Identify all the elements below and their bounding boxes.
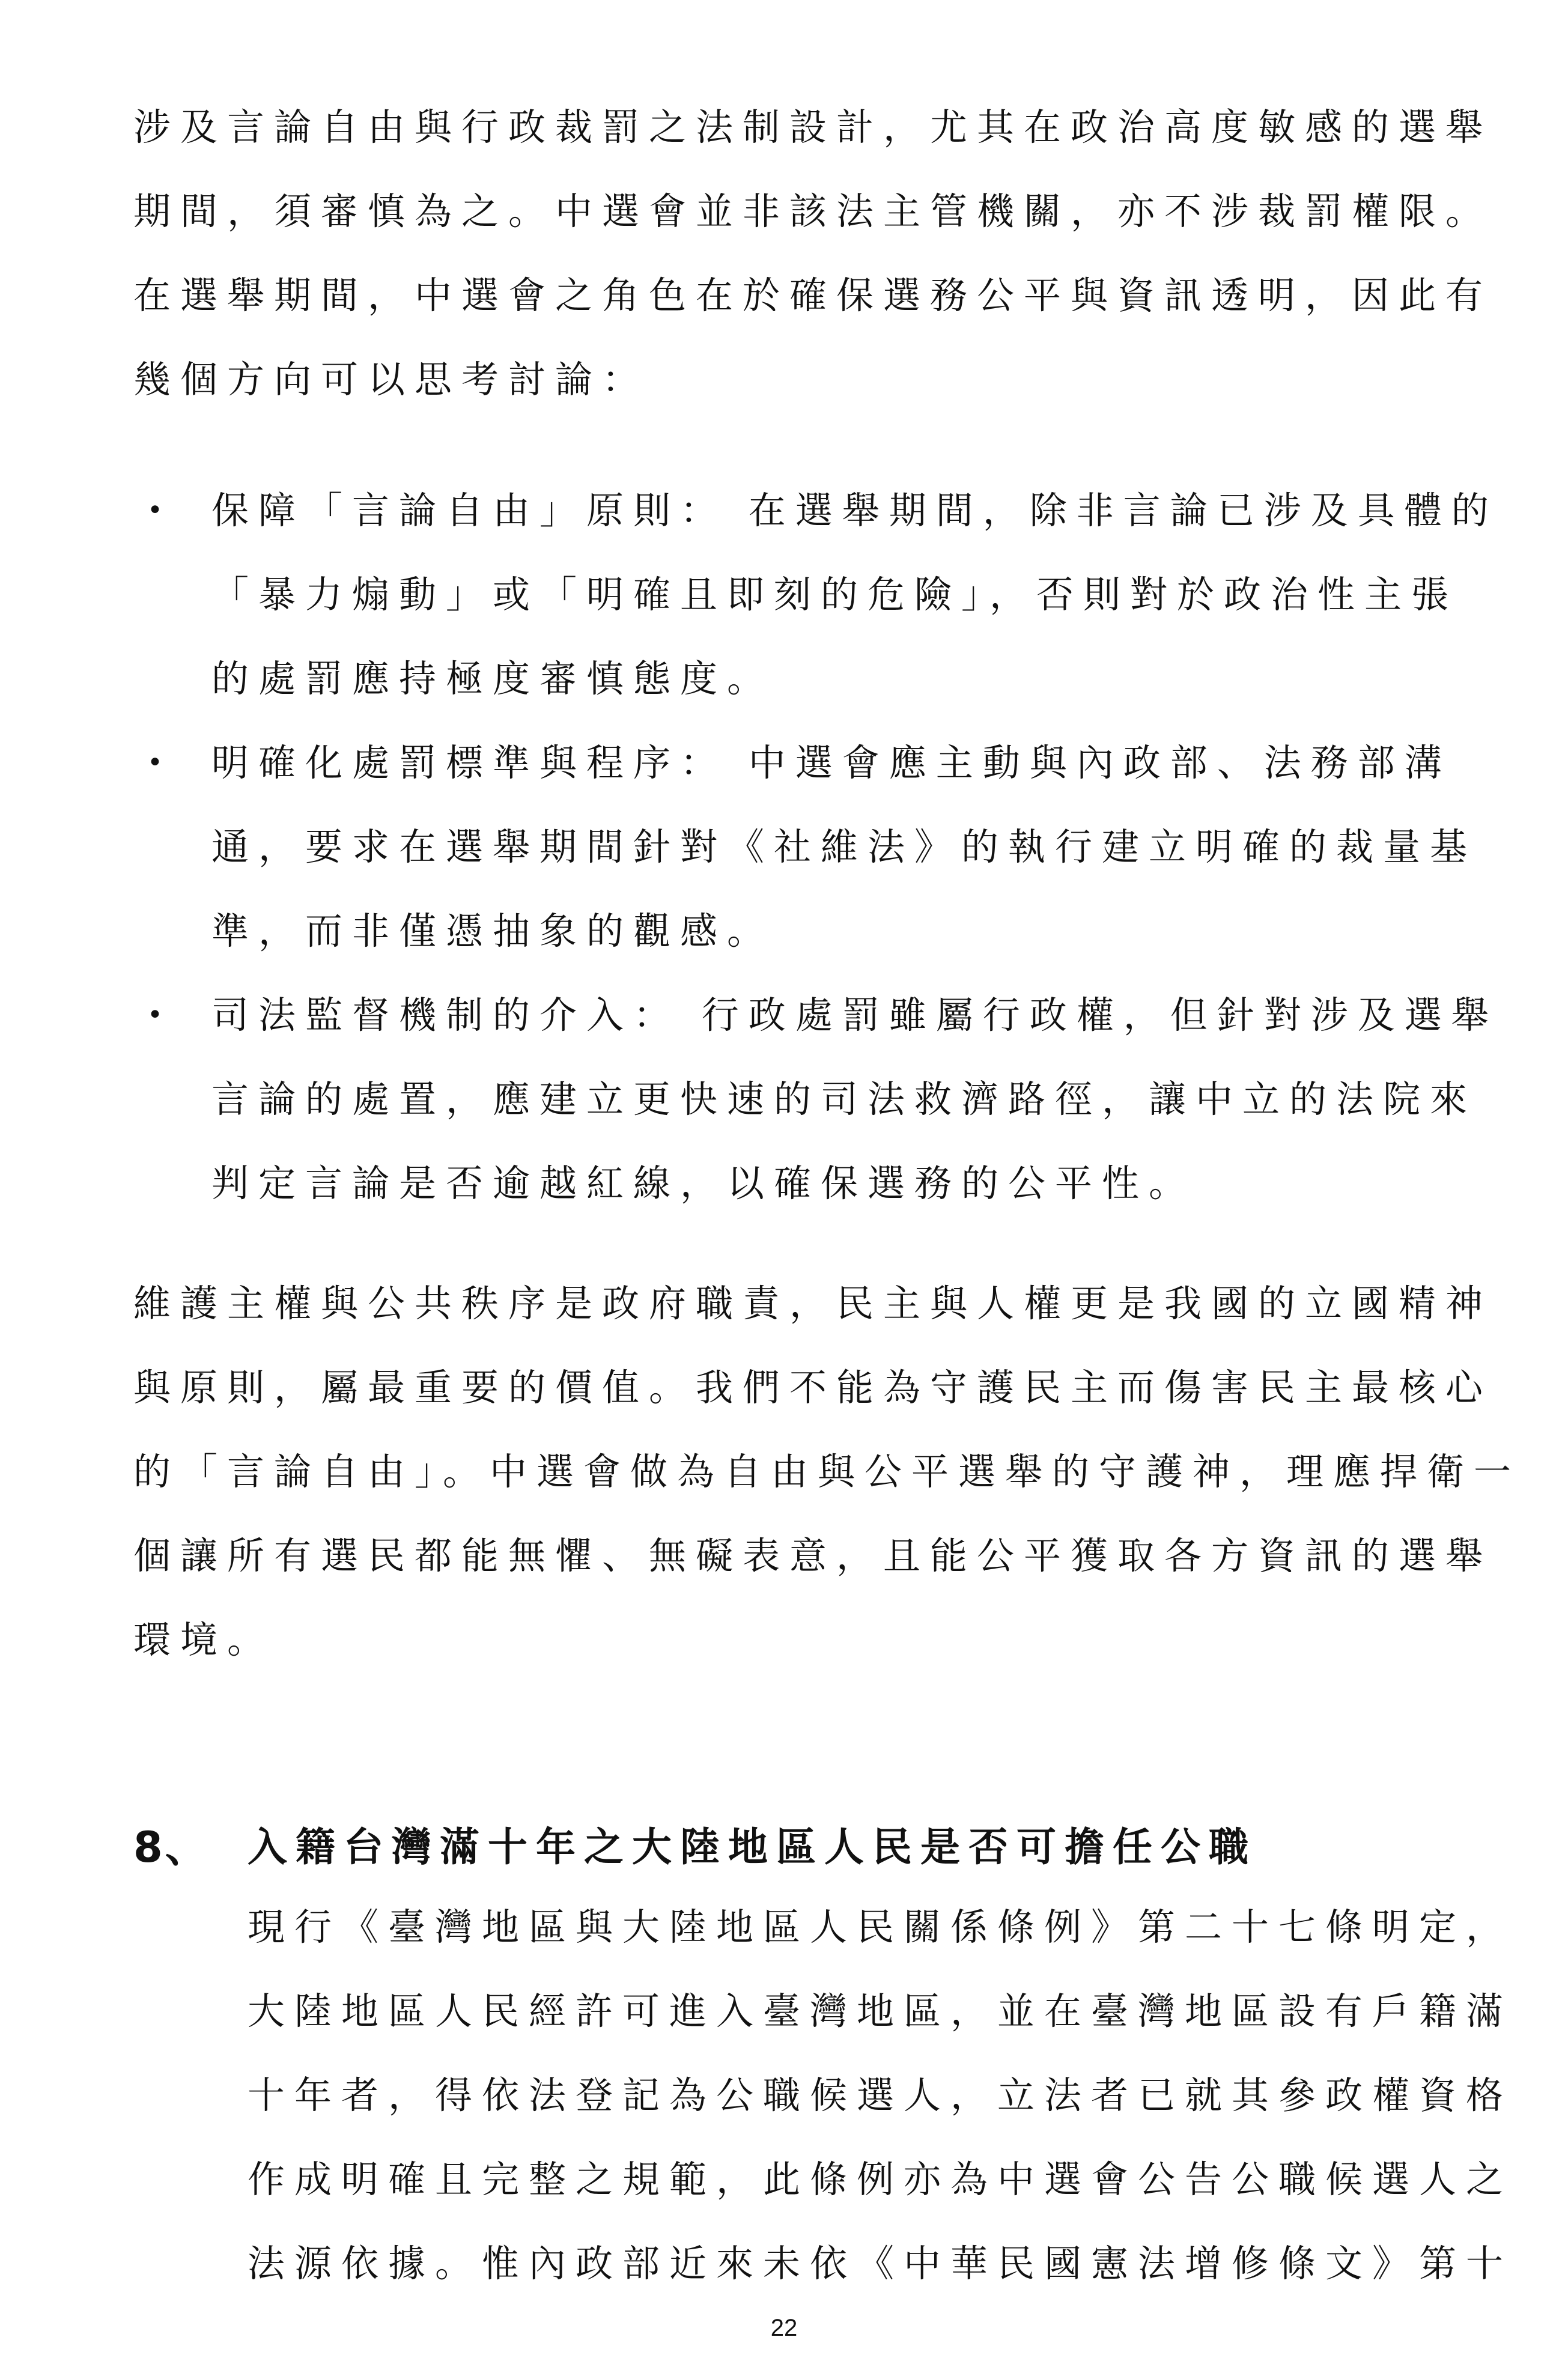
intro-line-3: 在選舉期間，中選會之角色在於確保選務公平與資訊透明，因此有 [133,273,1493,317]
section-line-4: 作成明確且完整之規範，此條例亦為中選會公告公職候選人之 [248,2157,1513,2201]
section-number: 8、 [133,1823,210,1872]
intro-line-4: 幾個方向可以思考討論： [133,357,649,401]
section-line-1: 現行《臺灣地區與大陸地區人民關係條例》第二十七條明定， [248,1905,1513,1949]
intro-line-1: 涉及言論自由與行政裁罰之法制設計，尤其在政治高度敏感的選舉 [133,105,1493,149]
closing-line-3: 的「言論自由」。中選會做為自由與公平選舉的守護神，理應捍衛一 [133,1450,1521,1493]
intro-line-2: 期間，須審慎為之。中選會並非該法主管機關，亦不涉裁罰權限。 [133,189,1493,233]
section-line-3: 十年者，得依法登記為公職候選人，立法者已就其參政權資格 [248,2073,1513,2117]
page-number: 22 [770,2315,798,2341]
bullet-1-line-1: 保障「言論自由」原則： 在選舉期間，除非言論已涉及具體的 [211,488,1498,532]
bullet-3-line-2: 言論的處置，應建立更快速的司法救濟路徑，讓中立的法院來 [211,1077,1477,1121]
bullet-2-line-2: 通，要求在選舉期間針對《社維法》的執行建立明確的裁量基 [211,825,1477,869]
closing-line-2: 與原則，屬最重要的價值。我們不能為守護民主而傷害民主最核心 [133,1366,1493,1409]
bullet-3-line-3: 判定言論是否逾越紅線，以確保選務的公平性。 [211,1161,1196,1205]
bullet-2-line-3: 準，而非僅憑抽象的觀感。 [211,909,774,953]
bullet-marker: • [147,1000,163,1030]
bullet-3-line-1: 司法監督機制的介入： 行政處罰雖屬行政權，但針對涉及選舉 [211,993,1498,1037]
section-line-2: 大陸地區人民經許可進入臺灣地區，並在臺灣地區設有戶籍滿 [248,1989,1513,2033]
bullet-marker: • [147,495,163,526]
section-line-5: 法源依據。惟內政部近來未依《中華民國憲法增修條文》第十 [248,2241,1513,2285]
bullet-2-line-1: 明確化處罰標準與程序： 中選會應主動與內政部、法務部溝 [211,741,1451,785]
bullet-1-line-3: 的處罰應持極度審慎態度。 [211,657,774,700]
section-title: 入籍台灣滿十年之大陸地區人民是否可擔任公職 [248,1824,1257,1870]
closing-line-1: 維護主權與公共秩序是政府職責，民主與人權更是我國的立國精神 [133,1281,1493,1325]
bullet-marker: • [147,747,163,778]
bullet-1-line-2: 「暴力煽動」或「明確且即刻的危險」，否則對於政治性主張 [211,573,1459,616]
closing-line-4: 個讓所有選民都能無懼、無礙表意，且能公平獲取各方資訊的選舉 [133,1534,1493,1578]
closing-line-5: 環境。 [133,1618,275,1662]
